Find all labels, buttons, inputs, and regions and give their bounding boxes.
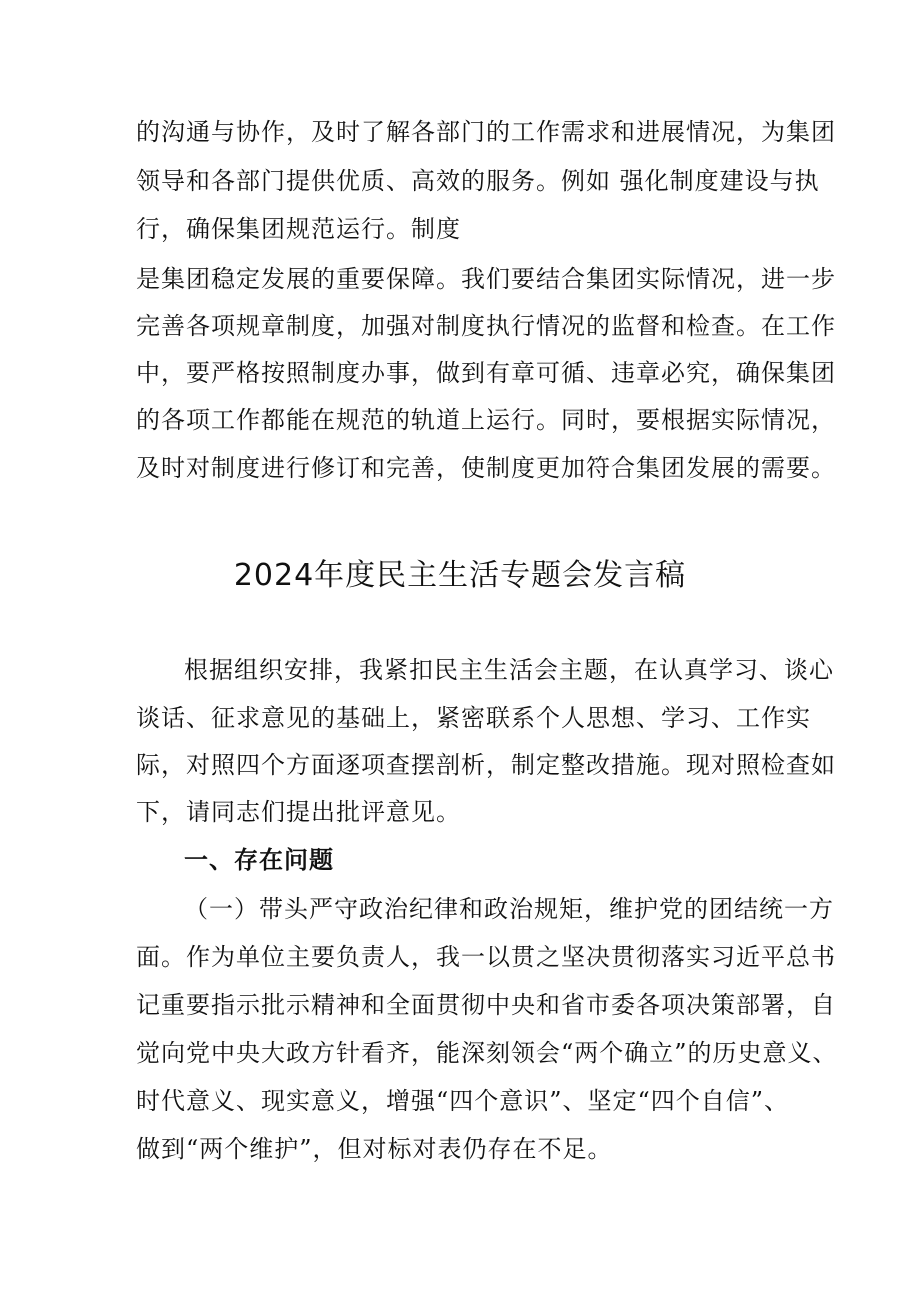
body-text-line: 的沟通与协作，及时了解各部门的工作需求和进展情况，为集团 — [136, 118, 836, 146]
body-text-line: 下，请同志们提出批评意见。 — [136, 798, 461, 826]
body-text-line: 是集团稳定发展的重要保障。我们要结合集团实际情况，进一步 — [136, 265, 836, 293]
body-text-line: 完善各项规章制度，加强对制度执行情况的监督和检查。在工作 — [136, 312, 836, 340]
body-text-line: 谈话、征求意见的基础上，紧密联系个人思想、学习、工作实 — [136, 704, 811, 732]
document-title: 2024年度民主生活专题会发言稿 — [233, 558, 687, 593]
body-text-line: 行，确保集团规范运行。制度 — [136, 215, 461, 243]
body-text-line: 的各项工作都能在规范的轨道上运行。同时，要根据实际情况， — [136, 406, 836, 434]
body-text-line: 及时对制度进行修订和完善，使制度更加符合集团发展的需要。 — [136, 454, 836, 482]
body-text-line: 中，要严格按照制度办事，做到有章可循、违章必究，确保集团 — [136, 359, 836, 387]
body-text-line: 根据组织安排，我紧扣民主生活会主题，在认真学习、谈心 — [184, 656, 834, 684]
body-text-line: 觉向党中央大政方针看齐，能深刻领会“两个确立”的历史意义、 — [136, 1039, 838, 1067]
body-text-line: （一）带头严守政治纪律和政治规矩，维护党的团结统一方 — [184, 895, 834, 923]
body-text-line: 时代意义、现实意义，增强“四个意识”、坚定“四个自信”、 — [136, 1087, 790, 1115]
body-text-line: 际，对照四个方面逐项查摆剖析，制定整改措施。现对照检查如 — [136, 751, 836, 779]
body-text-line: 做到“两个维护”，但对标对表仍存在不足。 — [136, 1135, 613, 1163]
body-text-line: 记重要指示批示精神和全面贯彻中央和省市委各项决策部署，自 — [136, 991, 836, 1019]
body-text-line: 领导和各部门提供优质、高效的服务。例如 强化制度建设与执 — [136, 167, 820, 195]
body-text-line: 面。作为单位主要负责人，我一以贯之坚决贯彻落实习近平总书 — [136, 943, 836, 971]
section-heading: 一、存在问题 — [184, 846, 334, 874]
